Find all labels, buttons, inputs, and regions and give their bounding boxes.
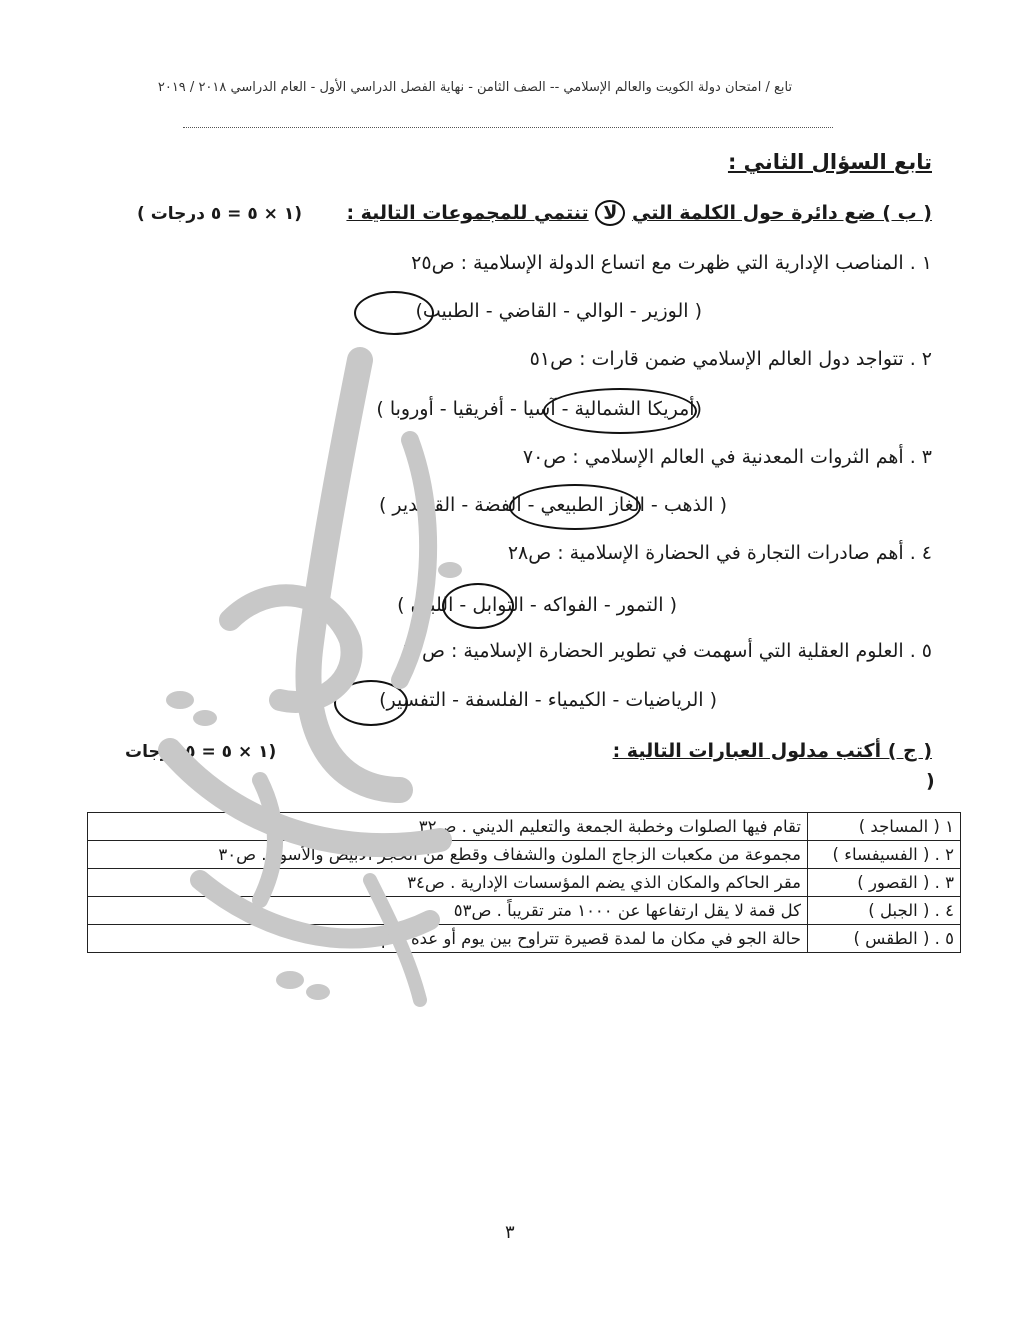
term-cell: ١ ( المساجد ): [808, 813, 961, 841]
answer-circle-1: [354, 291, 434, 335]
term-cell: ٤ . ( الجبل ): [808, 897, 961, 925]
table-row: [88, 813, 961, 841]
part-b-emphasis: لا: [595, 200, 625, 226]
part-b-question-1: ١ . المناصب الإدارية التي ظهرت مع اتساع الدولة الإسلامية : ص٢٥: [411, 252, 932, 274]
part-c-label: ( ج ) أكتب مدلول العبارات التالية :: [612, 740, 932, 762]
answer-circle-2: [543, 388, 697, 434]
answer-circle-4: [442, 583, 514, 629]
definition-cell: تقام فيها الصلوات وخطبة الجمعة والتعليم الديني . ص٣٢: [88, 813, 808, 841]
part-b-heading: [346, 200, 932, 226]
answer-circle-3: [509, 484, 641, 530]
part-b-options-2: (أمريكا الشمالية - آسيا - أفريقيا - أوروبا ): [376, 398, 702, 420]
part-c-heading: [613, 740, 932, 762]
page-header: تابع / امتحان دولة الكويت والعالم الإسلامي -- الصف الثامن - نهاية الفصل الدراسي الأول - العام الدراسي ٢٠١٨ / ٢٠١٩: [157, 80, 793, 95]
header-dotted-rule: [183, 127, 833, 128]
term-cell: ٢ . ( الفسيفساء ): [808, 841, 961, 869]
answer-circle-5: [334, 680, 408, 726]
section-title: تابع السؤال الثاني :: [727, 150, 932, 174]
term-cell: ٥ . ( الطقس ): [808, 925, 961, 953]
part-b-question-5: ٥ . العلوم العقلية التي أسهمت في تطوير الحضارة الإسلامية : ص١٧: [401, 640, 932, 662]
table-row: [88, 925, 961, 953]
table-row: [88, 897, 961, 925]
page-number: ٣: [505, 1222, 515, 1243]
part-b-question-4: ٤ . أهم صادرات التجارة في الحضارة الإسلامية : ص٢٨: [507, 542, 932, 564]
part-c-stray-paren: ): [926, 770, 935, 792]
definition-cell: مقر الحاكم والمكان الذي يضم المؤسسات الإدارية . ص٣٤: [88, 869, 808, 897]
part-b-label-rest: تنتمي للمجموعات التالية :: [346, 202, 589, 224]
definition-cell: حالة الجو في مكان ما لمدة قصيرة تتراوح بين يوم أو عدة أيام . ص٦٤: [88, 925, 808, 953]
part-b-options-5: ( الرياضيات - الكيمياء - الفلسفة - التفسير): [379, 689, 717, 711]
part-b-question-3: ٣ . أهم الثروات المعدنية في العالم الإسلامي : ص٧٠: [522, 446, 932, 468]
table-row: [88, 841, 961, 869]
definition-cell: كل قمة لا يقل ارتفاعها عن ١٠٠٠ متر تقريباً . ص٥٣: [88, 897, 808, 925]
part-c-marks: (١ × ٥ = ٥ درجات: [125, 742, 277, 762]
part-b-options-4: ( التمور - الفواكه - التوابل - اللبان ): [397, 594, 677, 616]
definitions-table: [87, 812, 961, 953]
definition-cell: مجموعة من مكعبات الزجاج الملون والشفاف وقطع من الحجر الأبيض والأسود . ص٣٠: [88, 841, 808, 869]
part-b-question-2: ٢ . تتواجد دول العالم الإسلامي ضمن قارات : ص٥١: [529, 348, 932, 370]
part-b-marks: (١ × ٥ = ٥ درجات ): [137, 204, 302, 224]
term-cell: ٣ . ( القصور ): [808, 869, 961, 897]
part-b-label: ( ب ) ضع دائرة حول الكلمة التي: [632, 202, 932, 224]
part-b-options-3: ( الذهب - الغاز الطبيعي - الفضة - القصدير ): [378, 494, 727, 516]
table-row: [88, 869, 961, 897]
part-b-options-1: ( الوزير - الوالي - القاضي - الطبيب): [415, 300, 702, 322]
